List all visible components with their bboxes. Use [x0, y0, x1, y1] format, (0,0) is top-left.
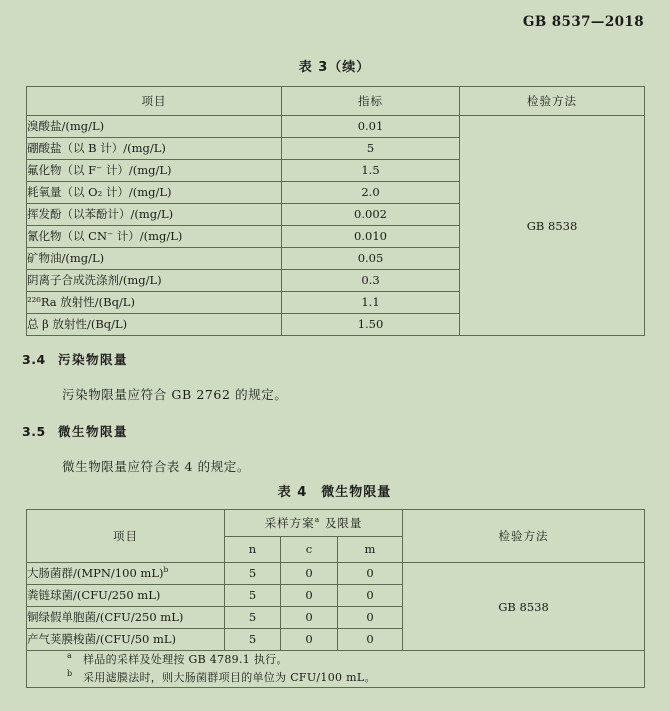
table4-sampling-plan-footnote-marker: a	[314, 515, 321, 525]
table3-index: 0.002	[282, 204, 460, 226]
table4-item-label: 铜绿假单胞菌/(CFU/250 mL)	[27, 610, 184, 624]
table3-index: 0.05	[282, 248, 460, 270]
table3-index: 1.50	[282, 314, 460, 336]
clause-3-5-title: 微生物限量	[58, 424, 129, 439]
table3-item: 氟化物（以 F⁻ 计）/(mg/L)	[27, 160, 282, 182]
table4-c: 0	[281, 629, 338, 651]
table4-item	[27, 629, 225, 651]
table-4-microbial-limits	[26, 509, 645, 688]
table3-caption: 表 3（续）	[298, 60, 371, 75]
table-3-continued	[26, 86, 645, 336]
table4-sampling-plan-suffix: 及限量	[320, 516, 363, 530]
table4-item-label: 产气荚膜梭菌/(CFU/50 mL)	[27, 632, 177, 646]
table3-method-merged: GB 8538	[460, 116, 645, 336]
table3-index: 1.5	[282, 160, 460, 182]
clause-3-4-body: 污染物限量应符合 GB 2762 的规定。	[62, 387, 288, 402]
table-row	[27, 116, 645, 138]
clause-3-5-number: 3.5	[22, 424, 46, 439]
table4-n: 5	[225, 629, 281, 651]
table4-col-m: m	[338, 537, 403, 563]
table3-index: 0.3	[282, 270, 460, 292]
table4-item-label: 粪链球菌/(CFU/250 mL)	[27, 588, 161, 602]
table4-n: 5	[225, 563, 281, 585]
document-header-standard-code: GB 8537—2018	[522, 14, 644, 30]
table4-n: 5	[225, 607, 281, 629]
footnote-b-text: 采用滤膜法时，则大肠菌群项目的单位为 CFU/100 mL。	[83, 671, 376, 684]
table4-sampling-plan-label: 采样方案	[264, 516, 315, 530]
table3-item: ²²⁶Ra 放射性/(Bq/L)	[27, 292, 282, 314]
table3-item: 氰化物（以 CN⁻ 计）/(mg/L)	[27, 226, 282, 248]
table3-index: 1.1	[282, 292, 460, 314]
table4-col-sampling-plan	[225, 510, 403, 537]
table4-c: 0	[281, 563, 338, 585]
clause-3-5-heading	[22, 422, 128, 440]
table4-item-footnote-marker: b	[163, 565, 169, 575]
table4-m: 0	[338, 629, 403, 651]
table4-item	[27, 563, 225, 585]
table3-index: 0.010	[282, 226, 460, 248]
table3-item: 挥发酚（以苯酚计）/(mg/L)	[27, 204, 282, 226]
footnote-a-text: 样品的采样及处理按 GB 4789.1 执行。	[83, 653, 288, 666]
table4-m: 0	[338, 607, 403, 629]
footnote-b: b 采用滤膜法时，则大肠菌群项目的单位为 CFU/100 mL。	[67, 669, 376, 684]
clause-3-4-title: 污染物限量	[58, 352, 129, 367]
table4-col-n: n	[225, 537, 281, 563]
table4-col-c: c	[281, 537, 338, 563]
clause-3-5-body: 微生物限量应符合表 4 的规定。	[62, 459, 251, 474]
footnote-a: a 样品的采样及处理按 GB 4789.1 执行。	[67, 651, 288, 666]
table4-header-row-1	[27, 510, 645, 537]
table4-footnotes	[27, 651, 645, 688]
table3-item: 阴离子合成洗涤剂/(mg/L)	[27, 270, 282, 292]
table4-col-item: 项目	[27, 510, 225, 563]
table4-method-merged: GB 8538	[403, 563, 645, 651]
table3-item: 总 β 放射性/(Bq/L)	[27, 314, 282, 336]
table-row	[27, 563, 645, 585]
table4-c: 0	[281, 585, 338, 607]
table4-item	[27, 585, 225, 607]
table3-item: 溴酸盐/(mg/L)	[27, 116, 282, 138]
clause-3-4-number: 3.4	[22, 352, 46, 367]
table4-m: 0	[338, 585, 403, 607]
table3-index: 5	[282, 138, 460, 160]
table3-col-method: 检验方法	[460, 87, 645, 116]
table4-item	[27, 607, 225, 629]
table4-item-label: 大肠菌群/(MPN/100 mL)	[27, 566, 164, 580]
table4-footnote-row	[27, 651, 645, 688]
table3-col-item: 项目	[27, 87, 282, 116]
table3-col-index: 指标	[282, 87, 460, 116]
table4-n: 5	[225, 585, 281, 607]
table4-caption: 表 4 微生物限量	[277, 485, 392, 500]
table3-item: 耗氧量（以 O₂ 计）/(mg/L)	[27, 182, 282, 204]
table3-index: 2.0	[282, 182, 460, 204]
table4-col-method: 检验方法	[403, 510, 645, 563]
table4-c: 0	[281, 607, 338, 629]
table4-m: 0	[338, 563, 403, 585]
table3-header-row	[27, 87, 645, 116]
clause-3-4-heading	[22, 350, 128, 368]
table3-index: 0.01	[282, 116, 460, 138]
table3-item: 硼酸盐（以 B 计）/(mg/L)	[27, 138, 282, 160]
table3-item: 矿物油/(mg/L)	[27, 248, 282, 270]
